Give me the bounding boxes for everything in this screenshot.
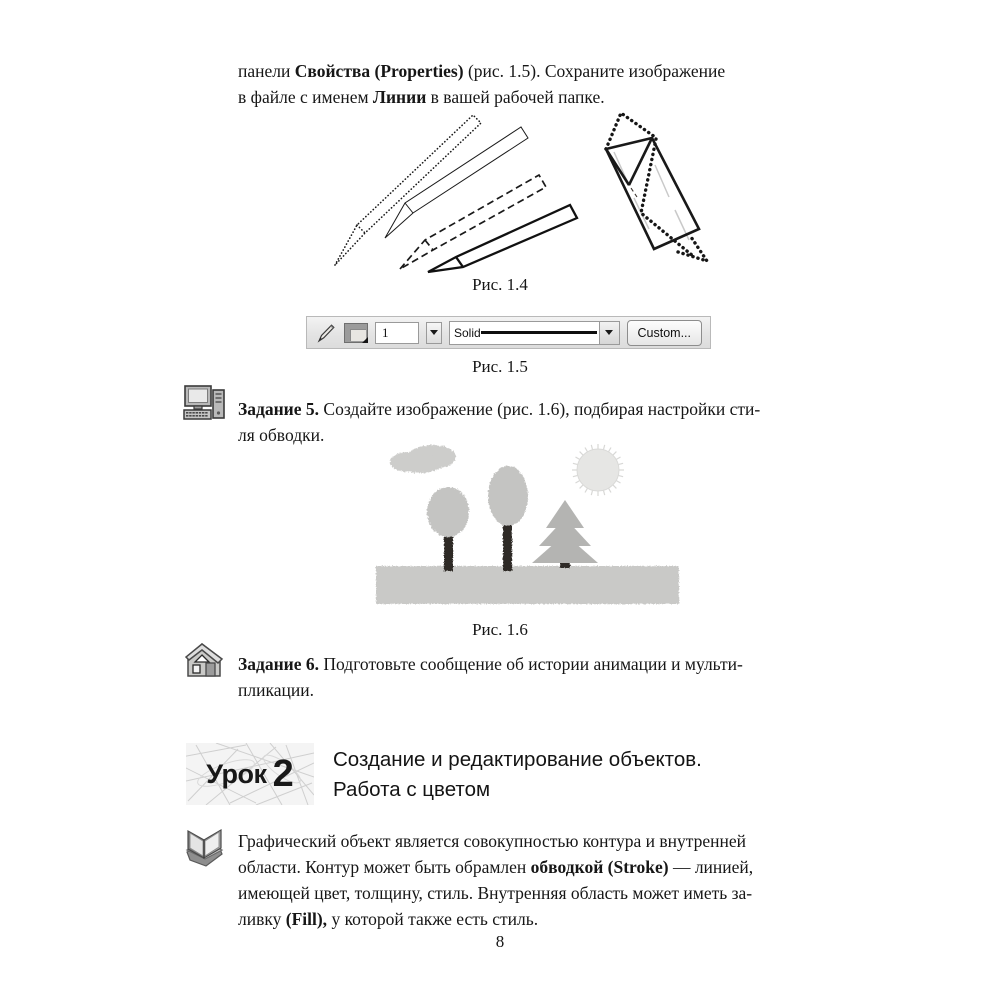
fir-tree: [532, 500, 598, 568]
stroke-width-input[interactable]: 1: [375, 322, 419, 344]
task-6-text-line2: пликации.: [238, 680, 314, 700]
theory-line-3: имеющей цвет, толщину, стиль. Внутренняя область может иметь за-: [238, 883, 753, 903]
chevron-down-icon: [605, 330, 613, 335]
figure-1-6-caption: Рис. 1.6: [472, 620, 528, 639]
intro-line-2: в файле с именем Линии в вашей рабочей папке.: [238, 87, 605, 107]
tree-left: [427, 487, 469, 571]
figure-1-4-illustration: [325, 105, 715, 275]
page-number: 8: [495, 932, 505, 951]
custom-button[interactable]: Custom...: [627, 320, 703, 346]
task-5-text-line2: ля обводки.: [238, 425, 325, 445]
sun: [572, 444, 624, 496]
theory-line-4: ливку (Fill), у которой также есть стиль.: [238, 909, 539, 929]
task-5-text: Создайте изображение (рис. 1.6), подбирая настройки сти-: [319, 399, 761, 419]
ground: [376, 566, 679, 604]
computer-icon: [183, 382, 227, 426]
lesson-title: [333, 745, 833, 805]
lesson-badge: [186, 743, 314, 805]
task-6-text: Подготовьте сообщение об истории анимации и мульти-: [319, 654, 743, 674]
figure-1-4-caption: Рис. 1.4: [472, 275, 528, 294]
prism-3d: [606, 113, 707, 261]
house-icon: [184, 641, 228, 685]
line-style-preview: [481, 331, 597, 334]
line-style-dropdown-button[interactable]: [599, 322, 619, 344]
pencil-thin-solid: [385, 127, 528, 238]
tree-middle: [488, 466, 528, 571]
task-6-label: Задание 6.: [238, 654, 320, 674]
figure-1-6-illustration: [370, 440, 685, 618]
theory-line-1: Графический объект является совокупностью контура и внутренней: [238, 831, 746, 851]
theory-paragraph: [238, 828, 834, 932]
lesson-badge-label: [186, 743, 314, 805]
lesson-title-line-1: Создание и редактирование объектов.: [333, 748, 702, 771]
figure-1-5-caption: Рис. 1.5: [472, 357, 528, 376]
theory-line-2: области. Контур может быть обрамлен обводкой (Stroke) — линией,: [238, 857, 754, 877]
line-style-label: Solid: [454, 325, 481, 340]
lesson-badge-word: Урок: [206, 758, 267, 789]
task-5-label: Задание 5.: [238, 399, 320, 419]
pencil-dashed: [400, 175, 546, 269]
intro-line-1: панели Свойства (Properties) (рис. 1.5). Сохраните изображение: [238, 61, 726, 81]
triangle-down-icon: [362, 337, 368, 343]
task-6-paragraph: [238, 651, 834, 703]
intro-paragraph: [238, 58, 834, 110]
lesson-badge-number: 2: [272, 752, 294, 795]
properties-toolbar: [306, 316, 711, 349]
chevron-down-icon: [430, 330, 438, 335]
line-style-combobox[interactable]: [449, 321, 620, 345]
pencil-thick-solid: [428, 205, 577, 272]
color-swatch[interactable]: [344, 323, 368, 343]
lesson-title-line-2: Работа с цветом: [333, 778, 491, 801]
book-icon: [184, 826, 228, 870]
stroke-width-dropdown-button[interactable]: [426, 322, 442, 344]
pencil-dotted: [335, 115, 481, 265]
cloud: [390, 445, 456, 473]
pencil-icon[interactable]: [315, 322, 337, 344]
